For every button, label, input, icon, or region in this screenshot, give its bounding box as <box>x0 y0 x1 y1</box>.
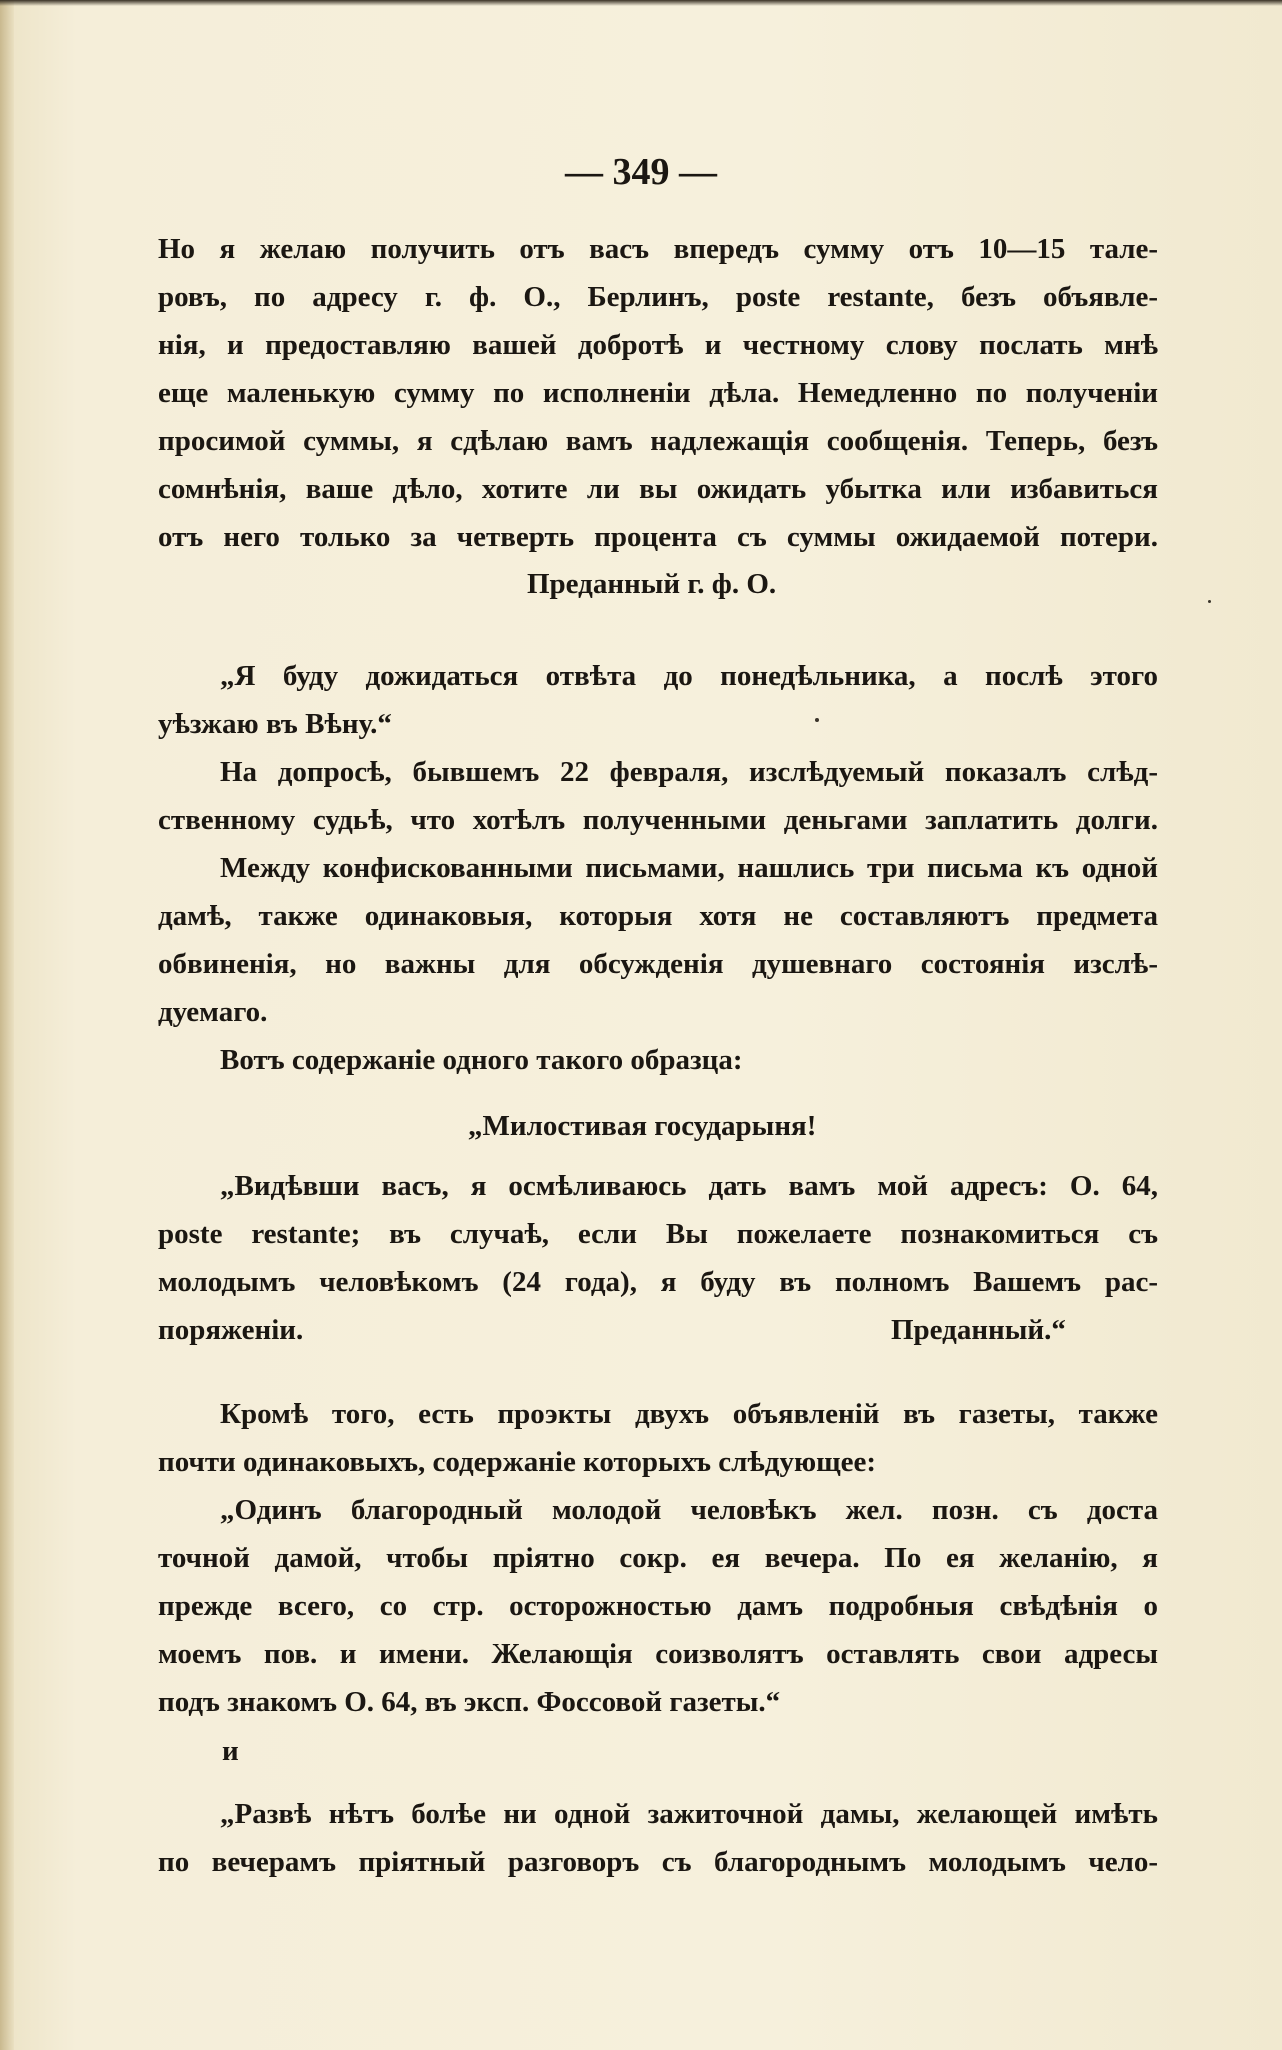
quoted-letter <box>158 1162 1158 1354</box>
narrative-section <box>158 652 1158 1084</box>
page-top-edge <box>0 0 1282 6</box>
ink-speck <box>815 718 819 722</box>
text-line: Кромѣ того, есть проэкты двухъ объявленій въ газеты, также <box>220 1398 1158 1430</box>
text-line: ровъ, по адресу г. ф. О., Берлинъ, poste restante, безъ объявле- <box>158 281 1158 313</box>
page-number: — 349 — <box>565 151 717 193</box>
text-line: „Я буду дожидаться отвѣта до понедѣльника, а послѣ этого <box>220 660 1158 692</box>
signature: Преданный г. ф. О. <box>527 568 777 600</box>
page-spine-shadow <box>0 0 14 2050</box>
text-line: прежде всего, со стр. осторожностью дамъ подробныя свѣдѣнія о <box>158 1590 1158 1622</box>
text-line: просимой суммы, я сдѣлаю вамъ надлежащія сообщенія. Теперь, безъ <box>158 425 1158 457</box>
letter-paragraph <box>158 225 1158 561</box>
text-line: точной дамой, чтобы пріятно сокр. ея вечера. По ея желанію, я <box>158 1542 1158 1574</box>
conjunction-line: и <box>222 1735 239 1767</box>
text-line: дамѣ, также одинаковыя, которыя хотя не составляютъ предмета <box>158 900 1158 932</box>
text-line: „Видѣвши васъ, я осмѣливаюсь дать вамъ мой адресъ: О. 64, <box>220 1170 1158 1202</box>
ink-speck <box>1208 600 1211 603</box>
text-line: дуемаго. <box>158 996 268 1028</box>
advertisement-section <box>158 1390 1158 1726</box>
text-line: poste restante; въ случаѣ, если Вы пожелаете познакомиться съ <box>158 1218 1158 1250</box>
text-line: Вотъ содержаніе одного такого образца: <box>220 1044 743 1076</box>
text-line: уѣзжаю въ Вѣну.“ <box>158 708 392 740</box>
text-line: нія, и предоставляю вашей добротѣ и честному слову послать мнѣ <box>158 329 1158 361</box>
text-line: отъ него только за четверть процента съ суммы ожидаемой потери. <box>158 521 1158 553</box>
letter-signature: Преданный.“ <box>891 1314 1066 1346</box>
text-line: „Развѣ нѣтъ болѣе ни одной зажиточной дамы, желающей имѣть <box>220 1798 1158 1830</box>
text-line: обвиненія, но важны для обсужденія душевнаго состоянія изслѣ- <box>158 948 1158 980</box>
text-line: Между конфискованными письмами, нашлись три письма къ одной <box>220 852 1158 884</box>
letter-salutation: „Милостивая государыня! <box>468 1110 817 1142</box>
text-line: На допросѣ, бывшемъ 22 февраля, изслѣдуемый показалъ слѣд- <box>220 756 1158 788</box>
text-line: еще маленькую сумму по исполненіи дѣла. Немедленно по полученіи <box>158 377 1158 409</box>
letter-closing: поряженіи. <box>158 1314 304 1346</box>
text-line: почти одинаковыхъ, содержаніе которыхъ слѣдующее: <box>158 1446 876 1478</box>
text-line: подъ знакомъ О. 64, въ эксп. Фоссовой газеты.“ <box>158 1686 781 1718</box>
text-line: молодымъ человѣкомъ (24 года), я буду въ полномъ Вашемъ рас- <box>158 1266 1158 1298</box>
text-line <box>158 1306 1158 1354</box>
text-line: Но я желаю получить отъ васъ впередъ сумму отъ 10—15 тале- <box>158 233 1158 265</box>
text-line: сомнѣнія, ваше дѣло, хотите ли вы ожидать убытка или избавиться <box>158 473 1158 505</box>
text-line: по вечерамъ пріятный разговоръ съ благороднымъ молодымъ чело- <box>158 1846 1158 1878</box>
text-line: „Одинъ благородный молодой человѣкъ жел. позн. съ доста <box>220 1494 1158 1526</box>
text-line: моемъ пов. и имени. Желающія соизволятъ оставлять свои адресы <box>158 1638 1158 1670</box>
text-line: ственному судьѣ, что хотѣлъ полученными деньгами заплатить долги. <box>158 804 1158 836</box>
advertisement-second <box>158 1790 1158 1886</box>
